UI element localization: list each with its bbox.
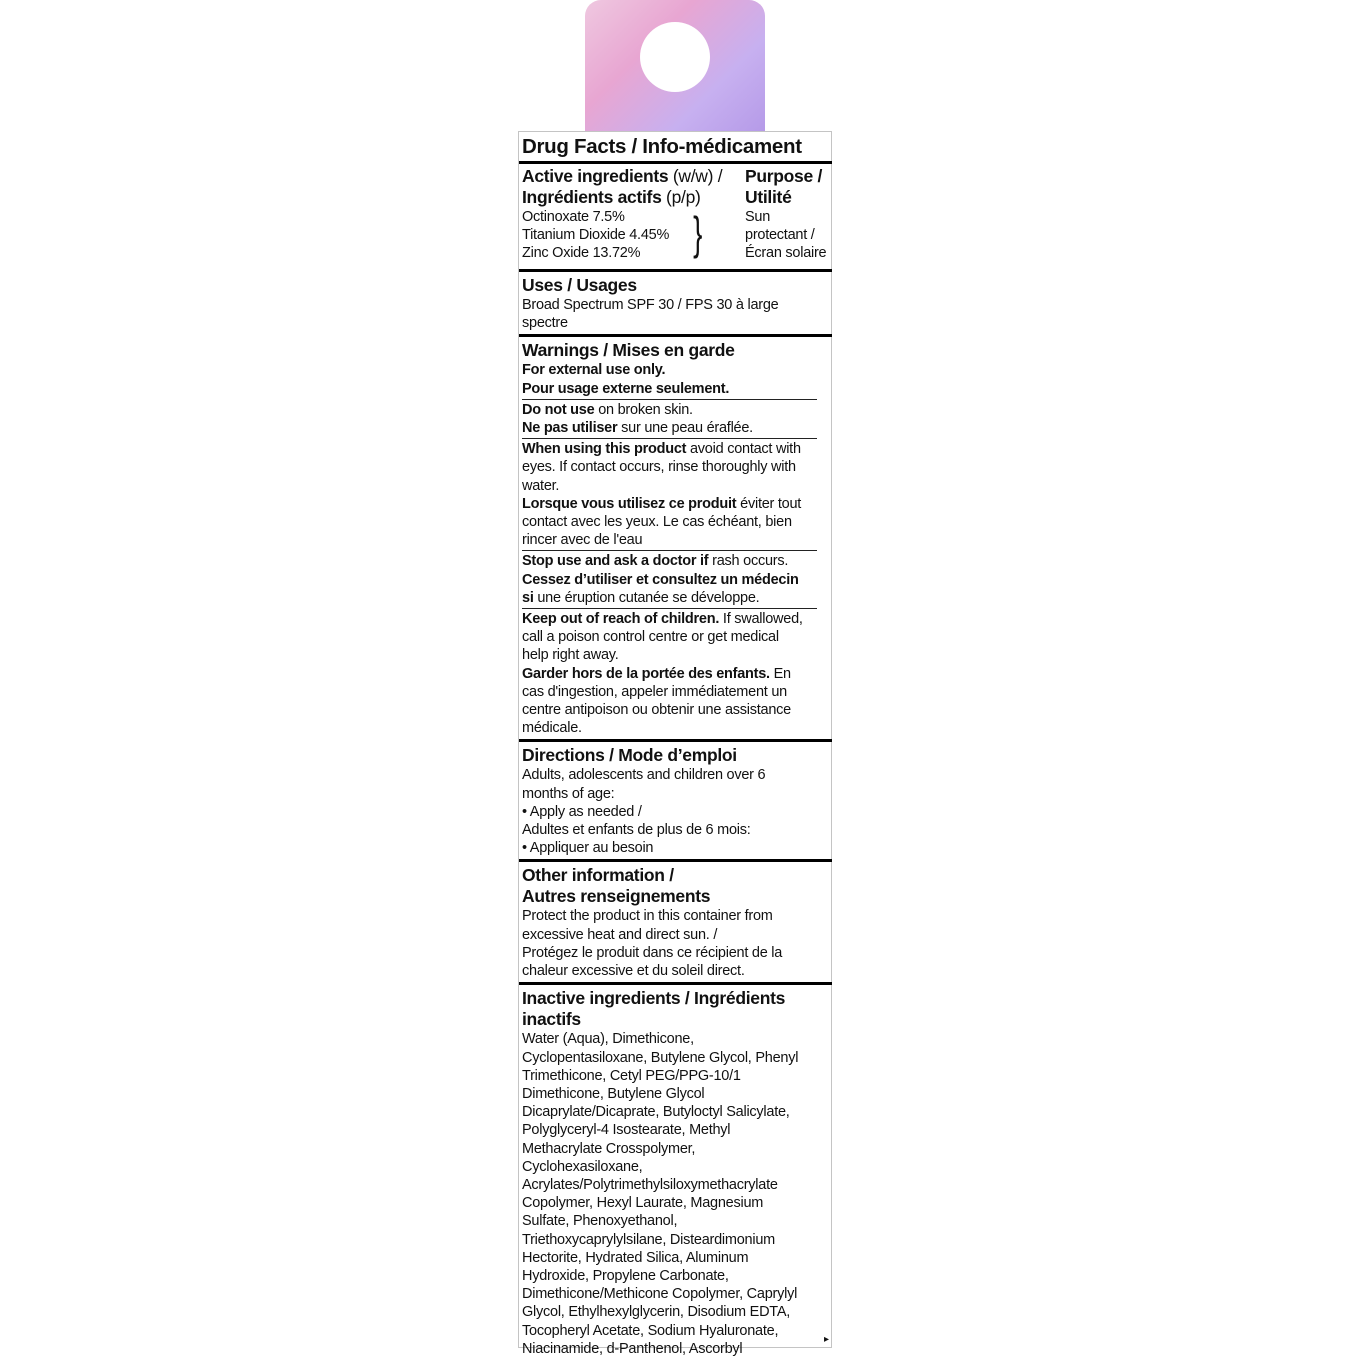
package-hang-tab: [585, 0, 765, 132]
divider: [519, 859, 832, 862]
warning-when-using-fr: rincer avec de l'eau: [522, 532, 643, 549]
warnings-section: [522, 339, 831, 737]
other-information-text: chaleur excessive et du soleil direct.: [522, 963, 745, 980]
uses-heading: Uses / Usages: [522, 275, 637, 295]
active-ingredient-item: Zinc Oxide 13.72%: [522, 245, 641, 262]
warning-keep-out-fr: Garder hors de la portée des enfants. En: [522, 665, 791, 682]
directions-text: Adultes et enfants de plus de 6 mois:: [522, 822, 751, 839]
warning-when-using: When using this product avoid contact with: [522, 441, 801, 458]
warning-keep-out: Keep out of reach of children. If swallowed,: [522, 611, 803, 628]
divider: [522, 608, 817, 609]
active-ingredient-item: Octinoxate 7.5%: [522, 209, 625, 225]
other-information-heading-fr: Autres renseignements: [522, 886, 711, 907]
directions-text: months of age:: [522, 785, 615, 802]
inactive-ingredients-text: Triethoxycaprylylsilane, Disteardimonium: [522, 1231, 775, 1248]
inactive-ingredients-heading-fr: inactifs: [522, 1009, 581, 1030]
divider: [522, 550, 817, 551]
divider: [522, 438, 817, 439]
divider: [519, 982, 832, 985]
active-ingredients-section: [522, 166, 831, 267]
active-ingredient-item: Titanium Dioxide 4.45%: [522, 227, 670, 244]
directions-text: • Apply as needed /: [522, 803, 642, 820]
warning-keep-out-fr: cas d'ingestion, appeler immédiatement un: [522, 683, 787, 700]
warning-external: For external use only.: [522, 362, 666, 379]
other-information-text: excessive heat and direct sun. /: [522, 926, 718, 943]
inactive-ingredients-text: Acrylates/Polytrimethylsiloxymethacrylate: [522, 1176, 778, 1193]
purpose-heading: Purpose /: [745, 166, 823, 186]
purpose-text: Écran solaire: [745, 245, 827, 262]
warning-external-fr: Pour usage externe seulement.: [522, 380, 730, 397]
uses-text: spectre: [522, 315, 568, 332]
warning-keep-out: help right away.: [522, 647, 619, 664]
inactive-ingredients-text: Niacinamide, d-Panthenol, Ascorbyl: [522, 1340, 743, 1357]
divider: [519, 334, 832, 337]
directions-text: • Appliquer au besoin: [522, 840, 654, 857]
drug-facts-panel: [518, 131, 832, 1357]
inactive-ingredients-text: Polyglyceryl-4 Isostearate, Methyl: [522, 1122, 731, 1139]
divider: [519, 269, 832, 272]
inactive-ingredients-text: Hydroxide, Propylene Carbonate,: [522, 1267, 729, 1284]
inactive-ingredients-text: Trimethicone, Cetyl PEG/PPG-10/1: [522, 1067, 741, 1084]
warning-stop-use-fr: si une éruption cutanée se développe.: [522, 589, 760, 606]
directions-heading: Directions / Mode d’emploi: [522, 745, 737, 766]
warning-keep-out-fr: médicale.: [522, 720, 582, 737]
drug-facts-title: Drug Facts / Info-médicament: [522, 135, 802, 158]
warning-keep-out: call a poison control centre or get medical: [522, 629, 779, 646]
active-ingredients-heading-fr: Ingrédients actifs (p/p): [522, 187, 701, 207]
inactive-ingredients-text: Glycol, Ethylhexylglycerin, Disodium EDTA,: [522, 1304, 791, 1321]
inactive-ingredients-section: [522, 987, 831, 1358]
directions-text: Adults, adolescents and children over 6: [522, 767, 766, 784]
inactive-ingredients-heading: Inactive ingredients / Ingrédients: [522, 988, 786, 1009]
other-information-heading: Other information /: [522, 865, 674, 886]
warning-keep-out-fr: centre antipoison ou obtenir une assistance: [522, 702, 791, 719]
continue-arrow-icon: ▸: [823, 1334, 829, 1345]
warning-do-not-use-fr: Ne pas utiliser sur une peau éraflée.: [522, 420, 753, 437]
inactive-ingredients-text: Dicaprylate/Dicaprate, Butyloctyl Salicylate,: [522, 1104, 790, 1121]
other-information-text: Protégez le produit dans ce récipient de la: [522, 944, 783, 961]
warning-do-not-use: Do not use on broken skin.: [522, 401, 693, 418]
warnings-heading: Warnings / Mises en garde: [522, 340, 735, 361]
uses-text: Broad Spectrum SPF 30 / FPS 30 à large: [522, 297, 779, 313]
inactive-ingredients-text: Copolymer, Hexyl Laurate, Magnesium: [522, 1195, 764, 1212]
inactive-ingredients-text: Water (Aqua), Dimethicone,: [522, 1031, 694, 1048]
warning-when-using-fr: Lorsque vous utilisez ce produit éviter tout: [522, 495, 802, 512]
inactive-ingredients-text: Cyclopentasiloxane, Butylene Glycol, Phenyl: [522, 1049, 799, 1066]
other-information-section: [522, 864, 831, 980]
purpose-heading-fr: Utilité: [745, 187, 792, 207]
warning-when-using: eyes. If contact occurs, rinse thoroughly with: [522, 459, 796, 476]
warning-stop-use: Stop use and ask a doctor if rash occurs.: [522, 553, 789, 570]
purpose-text: Sun: [745, 209, 771, 225]
inactive-ingredients-text: Methacrylate Crosspolymer,: [522, 1140, 696, 1157]
inactive-ingredients-text: Tocopheryl Acetate, Sodium Hyaluronate,: [522, 1322, 779, 1339]
brace-icon: }: [693, 207, 703, 259]
divider: [522, 399, 817, 400]
warning-stop-use-fr: Cessez d’utiliser et consultez un médecin: [522, 571, 799, 588]
other-information-text: Protect the product in this container from: [522, 908, 773, 925]
warning-when-using: water.: [522, 477, 560, 494]
inactive-ingredients-text: Cyclohexasiloxane,: [522, 1158, 643, 1175]
divider: [519, 739, 832, 742]
active-ingredients-heading: Active ingredients (w/w) /: [522, 166, 723, 186]
purpose-text: protectant /: [745, 227, 815, 244]
warning-when-using-fr: contact avec les yeux. Le cas échéant, bien: [522, 514, 792, 531]
inactive-ingredients-text: Hectorite, Hydrated Silica, Aluminum: [522, 1249, 749, 1266]
uses-section: [522, 274, 831, 332]
inactive-ingredients-text: Dimethicone, Butylene Glycol: [522, 1085, 705, 1102]
hang-hole: [640, 22, 710, 92]
inactive-ingredients-text: Dimethicone/Methicone Copolymer, Caprylyl: [522, 1286, 798, 1303]
directions-section: [522, 744, 831, 857]
divider: [519, 161, 832, 164]
inactive-ingredients-text: Sulfate, Phenoxyethanol,: [522, 1213, 678, 1230]
